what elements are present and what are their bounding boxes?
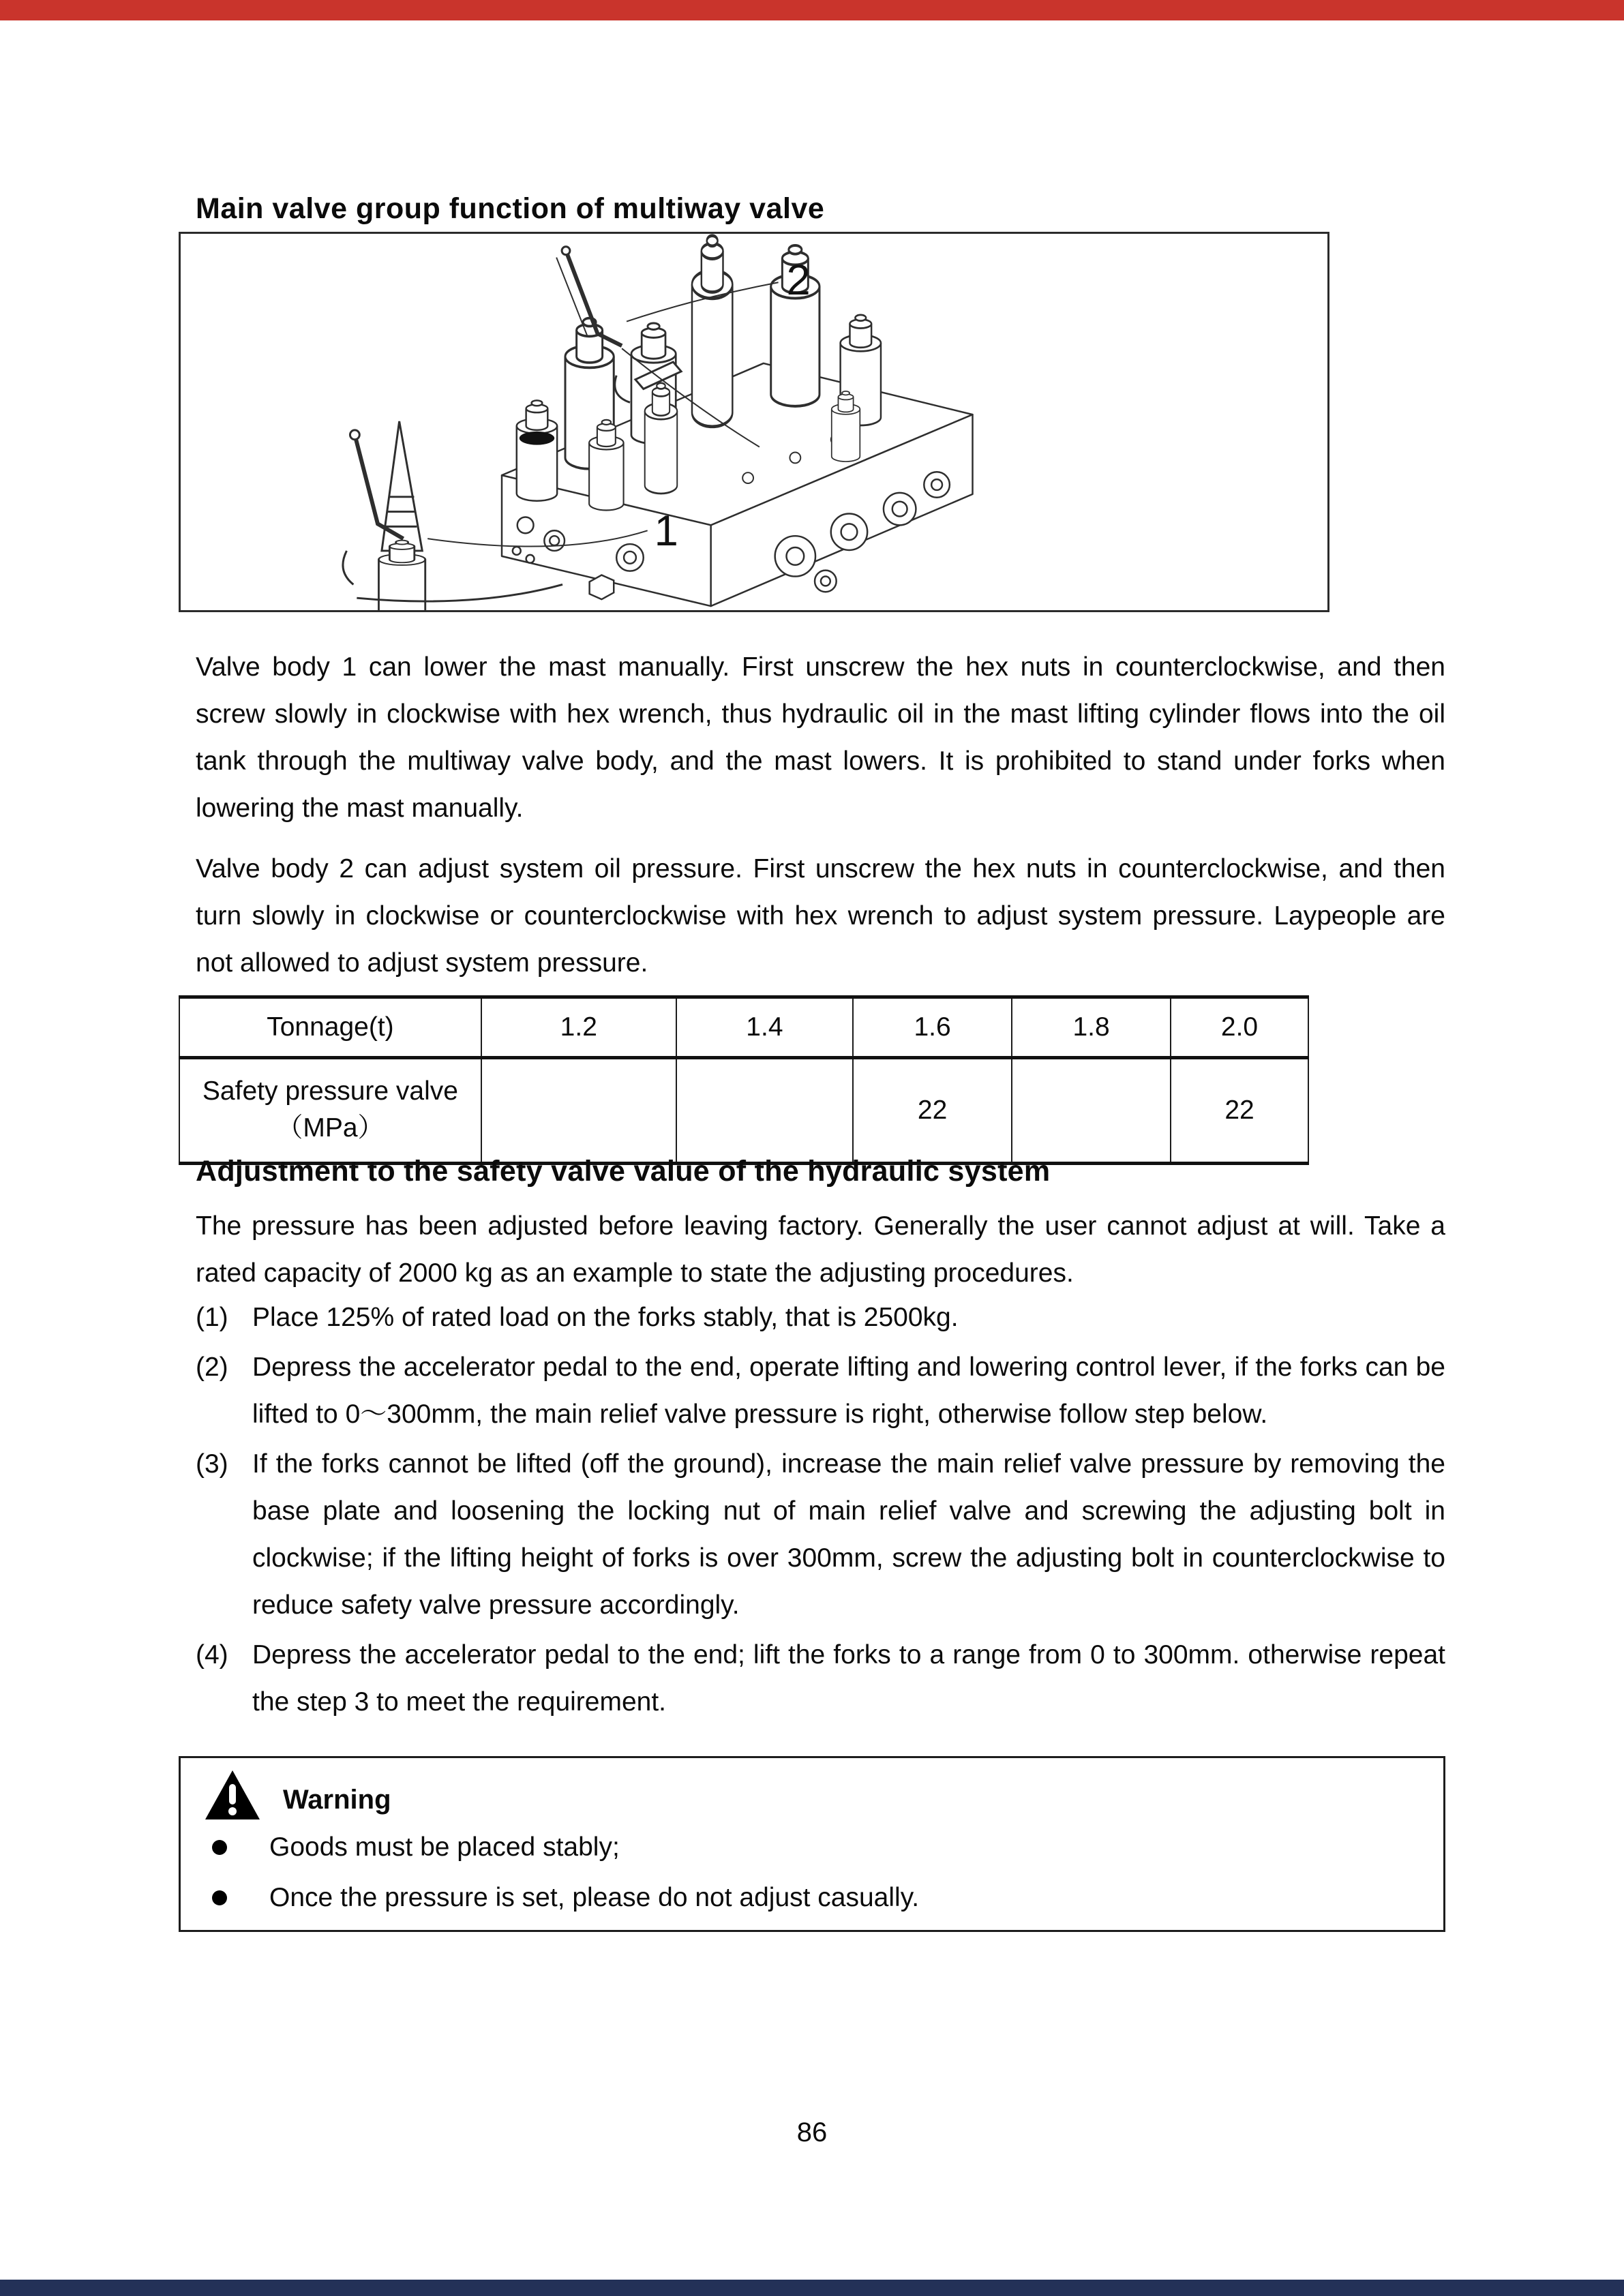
paragraph-valve-body-1: Valve body 1 can lower the mast manually. First unscrew the hex nuts in counterclockwise, and then screw slowly in clockwise with hex wrench, thus hydraulic oil in the mast lifting cylinder flows into the oil tank through the multiway valve body, and the mast lowers. It is prohibited to stand under forks when lowering the mast manually. xyxy=(196,652,1445,823)
page-number: 86 xyxy=(796,2117,828,2147)
table-cell-1-6: 22 xyxy=(853,1058,1012,1164)
warning-item xyxy=(212,1874,919,1921)
warning-title: Warning xyxy=(283,1784,391,1815)
table-header-1-8: 1.8 xyxy=(1012,997,1171,1058)
warning-triangle-icon xyxy=(205,1770,260,1819)
table-row-label xyxy=(179,1058,481,1164)
procedure-list xyxy=(196,1294,1445,1728)
step-number: (2) xyxy=(196,1353,228,1382)
warning-text: Goods must be placed stably; xyxy=(269,1832,620,1862)
step-text: If the forks cannot be lifted (off the ground), increase the main relief valve pressure by removing the base plate and loosening the locking nut of main relief valve and screwing the adjusting bolt in clockwise; if the lifting height of forks is over 300mm, screw the adjusting bolt in counterclockwise to reduce safety valve pressure accordingly. xyxy=(252,1449,1445,1620)
table-header-tonnage: Tonnage(t) xyxy=(179,997,481,1058)
list-item xyxy=(196,1294,1445,1341)
step-number: (3) xyxy=(196,1449,228,1479)
figure-label-1: 1 xyxy=(654,507,678,556)
table-header-1-4: 1.4 xyxy=(676,997,853,1058)
step-text: Place 125% of rated load on the forks stably, that is 2500kg. xyxy=(252,1303,959,1332)
table-header-row xyxy=(179,997,1308,1058)
warning-item xyxy=(212,1824,620,1871)
safety-pressure-table xyxy=(179,995,1309,1165)
valve-line-drawing xyxy=(181,234,1327,610)
list-item xyxy=(196,1344,1445,1438)
list-item xyxy=(196,1631,1445,1725)
table-cell-1-4 xyxy=(676,1058,853,1164)
table-header-1-2: 1.2 xyxy=(481,997,676,1058)
bullet-icon xyxy=(212,1840,227,1855)
step-text: Depress the accelerator pedal to the end, operate lifting and lowering control lever, if the forks can be lifted to 0～300mm, the main relief valve pressure is right, otherwise follow step below. xyxy=(252,1353,1445,1429)
figure-label-2: 2 xyxy=(786,256,811,305)
section2-title: Adjustment to the safety valve value of the hydraulic system xyxy=(196,1155,1051,1188)
row-label-line2: （MPa） xyxy=(276,1113,385,1143)
table-cell-2-0: 22 xyxy=(1171,1058,1308,1164)
table-value-row xyxy=(179,1058,1308,1164)
row-label-line1: Safety pressure valve xyxy=(202,1076,458,1106)
warning-box xyxy=(179,1756,1445,1932)
table-cell-1-8 xyxy=(1012,1058,1171,1164)
bottom-accent-bar xyxy=(0,2280,1624,2296)
list-item xyxy=(196,1440,1445,1629)
warning-header xyxy=(205,1770,391,1819)
step-number: (4) xyxy=(196,1640,228,1670)
top-accent-bar xyxy=(0,0,1624,20)
table-header-1-6: 1.6 xyxy=(853,997,1012,1058)
table-header-2-0: 2.0 xyxy=(1171,997,1308,1058)
step-number: (1) xyxy=(196,1303,228,1332)
section2-intro: The pressure has been adjusted before leaving factory. Generally the user cannot adjust at will. Take a rated capacity of 2000 kg as an example to state the adjusting procedures. xyxy=(196,1211,1445,1288)
paragraph-valve-body-2: Valve body 2 can adjust system oil pressure. First unscrew the hex nuts in counterclockwise, and then turn slowly in clockwise or counterclockwise with hex wrench to adjust system pressure. Laypeople are not allowed to adjust system pressure. xyxy=(196,854,1445,978)
table-cell-1-2 xyxy=(481,1058,676,1164)
step-text: Depress the accelerator pedal to the end; lift the forks to a range from 0 to 300mm. otherwise repeat the step 3 to meet the requirement. xyxy=(252,1640,1445,1717)
warning-text: Once the pressure is set, please do not adjust casually. xyxy=(269,1883,920,1912)
multiway-valve-figure xyxy=(179,232,1329,612)
bullet-icon xyxy=(212,1890,227,1905)
page-title: Main valve group function of multiway valve xyxy=(196,192,825,225)
